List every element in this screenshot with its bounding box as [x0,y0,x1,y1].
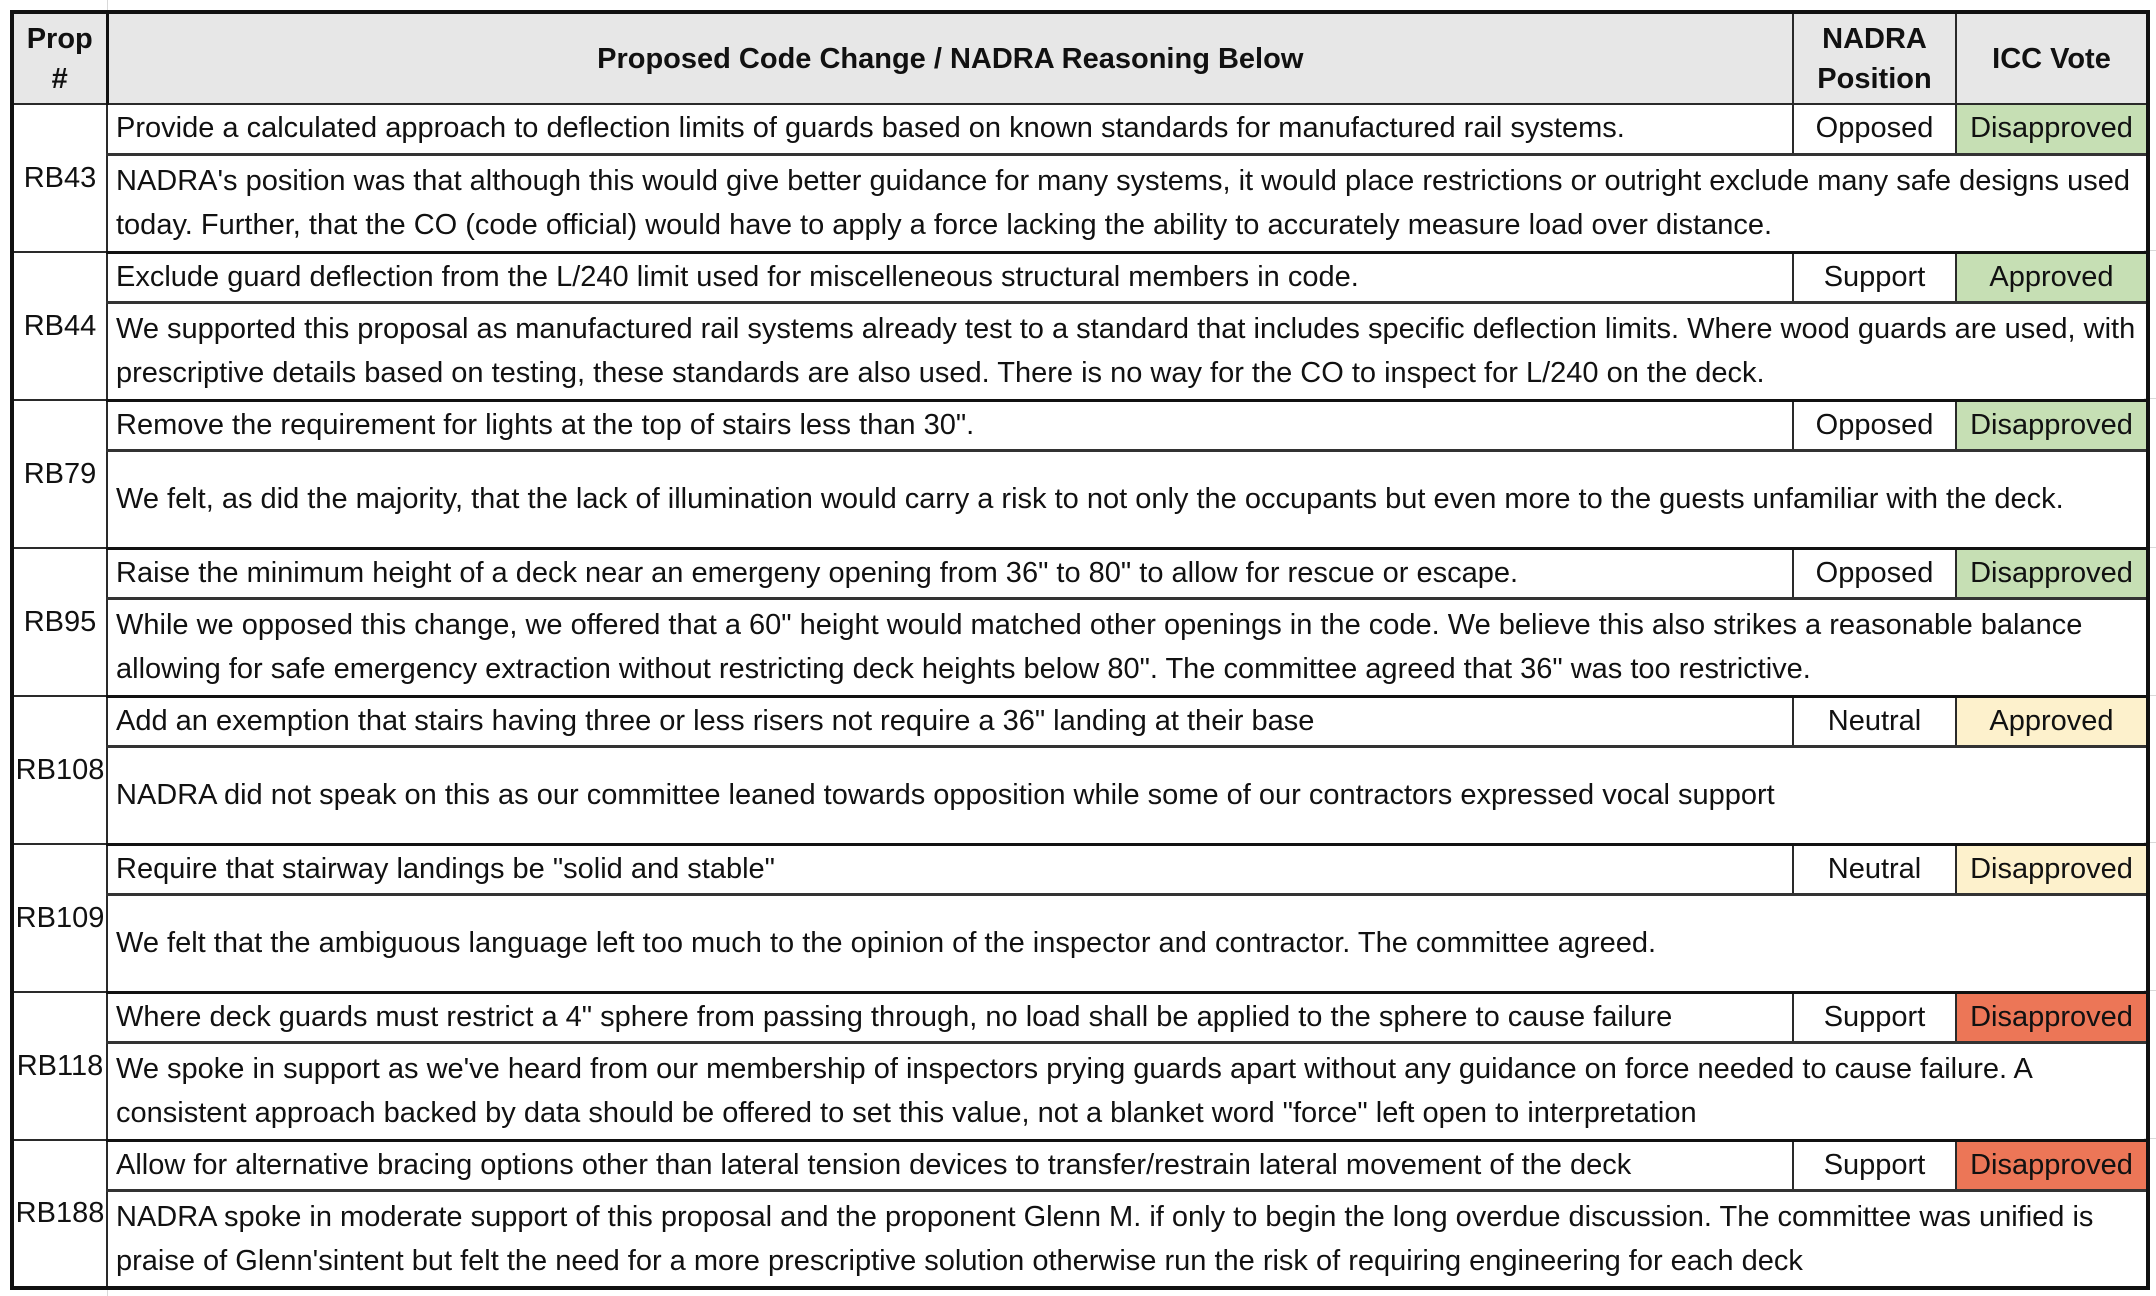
proposal-text: Allow for alternative bracing options other than lateral tension devices to transfer/restrain lateral movement of the deck [107,1140,1793,1190]
prop-number: RB79 [12,400,107,548]
proposal-text: Remove the requirement for lights at the top of stairs less than 30". [107,400,1793,450]
nadra-reasoning-text: NADRA did not speak on this as our committee leaned towards opposition while some of our contractors expressed vocal support [107,746,2148,844]
nadra-reasoning-text: NADRA's position was that although this would give better guidance for many systems, it would place restrictions or outright exclude many safe designs used today. Further, that the CO (code official) would have to apply a force lacking the ability to accurately measure load over distance. [107,154,2148,252]
nadra-reasoning-text: We felt that the ambiguous language left too much to the opinion of the inspector and contractor. The committee agreed. [107,894,2148,992]
proposal-text: Require that stairway landings be "solid and stable" [107,844,1793,894]
nadra-reasoning-text: We spoke in support as we've heard from our membership of inspectors prying guards apart without any guidance on force needed to cause failure. A consistent approach backed by data should be offered to set this value, not a blanket word "force" left open to interpretation [107,1042,2148,1140]
prop-number: RB44 [12,252,107,400]
header-position-line2: Position [1817,62,1932,95]
nadra-position: Support [1793,252,1956,302]
proposal-text: Provide a calculated approach to deflection limits of guards based on known standards for manufactured rail systems. [107,104,1793,154]
nadra-position: Neutral [1793,844,1956,894]
header-row [12,12,2148,104]
reasoning-row [12,302,2148,400]
prop-number: RB43 [12,104,107,252]
nadra-reasoning-text: NADRA spoke in moderate support of this proposal and the proponent Glenn M. if only to begin the long overdue discussion. The committee was unified is praise of Glenn'sintent but felt the need for a more prescriptive solution otherwise run the risk of requiring engineering for each deck [107,1190,2148,1288]
nadra-position: Opposed [1793,400,1956,450]
nadra-position: Neutral [1793,696,1956,746]
header-icc-vote: ICC Vote [1956,12,2148,104]
reasoning-row [12,746,2148,844]
icc-vote-badge: Disapproved [1956,104,2148,154]
icc-vote-badge: Approved [1956,696,2148,746]
prop-number: RB95 [12,548,107,696]
nadra-position: Support [1793,1140,1956,1190]
reasoning-row [12,1190,2148,1288]
code-proposals-table [10,10,2150,1290]
nadra-reasoning-text: While we opposed this change, we offered that a 60" height would matched other openings in the code. We believe this also strikes a reasonable balance allowing for safe emergency extraction without restricting deck heights below 80". The committee agreed that 36" was too restrictive. [107,598,2148,696]
header-prop-line2: # [51,62,68,95]
proposal-text: Exclude guard deflection from the L/240 limit used for miscelleneous structural members in code. [107,252,1793,302]
proposal-row [12,1140,2148,1190]
icc-vote-badge: Disapproved [1956,992,2148,1042]
header-proposed-change: Proposed Code Change / NADRA Reasoning Below [107,12,1793,104]
icc-vote-badge: Disapproved [1956,400,2148,450]
icc-vote-badge: Disapproved [1956,1140,2148,1190]
prop-number: RB118 [12,992,107,1140]
proposal-row [12,104,2148,154]
icc-vote-badge: Disapproved [1956,844,2148,894]
nadra-position: Opposed [1793,548,1956,598]
reasoning-row [12,598,2148,696]
proposal-row [12,696,2148,746]
prop-number: RB108 [12,696,107,844]
proposal-row [12,548,2148,598]
nadra-reasoning-text: We felt, as did the majority, that the lack of illumination would carry a risk to not only the occupants but even more to the guests unfamiliar with the deck. [107,450,2148,548]
icc-vote-badge: Approved [1956,252,2148,302]
icc-vote-badge: Disapproved [1956,548,2148,598]
reasoning-row [12,894,2148,992]
prop-number: RB188 [12,1140,107,1288]
proposal-row [12,252,2148,302]
reasoning-row [12,1042,2148,1140]
header-position-line1: NADRA [1822,22,1927,55]
proposal-row [12,844,2148,894]
proposal-text: Where deck guards must restrict a 4" sphere from passing through, no load shall be applied to the sphere to cause failure [107,992,1793,1042]
proposal-text: Add an exemption that stairs having three or less risers not require a 36" landing at their base [107,696,1793,746]
header-prop-line1: Prop [26,22,93,55]
reasoning-row [12,450,2148,548]
proposal-row [12,992,2148,1042]
proposal-text: Raise the minimum height of a deck near an emergeny opening from 36" to 80" to allow for rescue or escape. [107,548,1793,598]
header-nadra-position [1793,12,1956,104]
nadra-position: Opposed [1793,104,1956,154]
reasoning-row [12,154,2148,252]
prop-number: RB109 [12,844,107,992]
header-prop-number [12,12,107,104]
proposal-row [12,400,2148,450]
nadra-reasoning-text: We supported this proposal as manufactured rail systems already test to a standard that includes specific deflection limits. Where wood guards are used, with prescriptive details based on testing, these standards are also used. There is no way for the CO to inspect for L/240 on the deck. [107,302,2148,400]
table-body [12,104,2148,1288]
nadra-position: Support [1793,992,1956,1042]
